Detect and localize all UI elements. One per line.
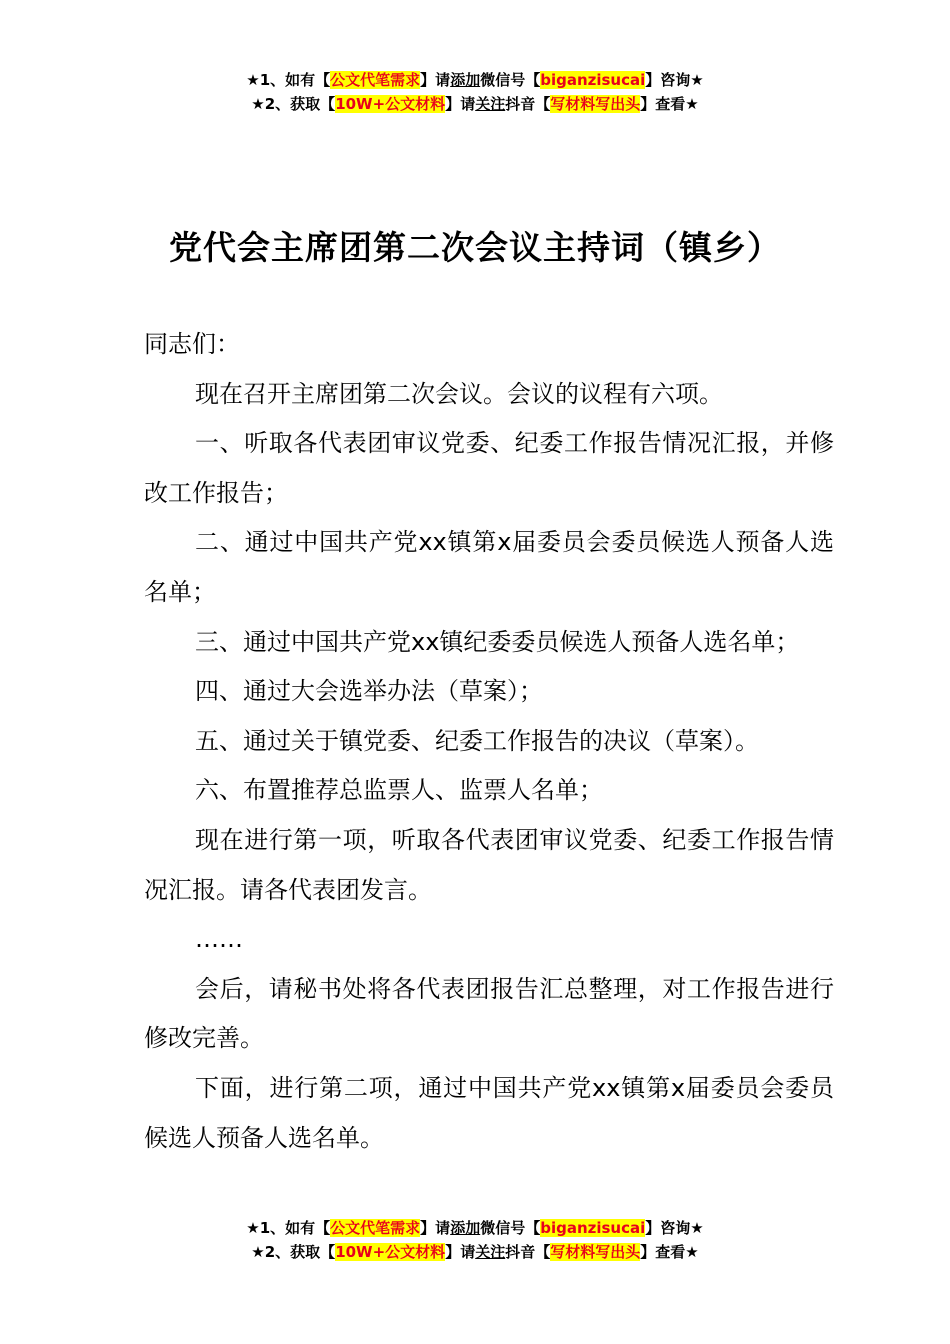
douyin-account: 写材料写出头 [550, 1243, 641, 1261]
paragraph: 现在召开主席团第二次会议。会议的议程有六项。 [195, 379, 723, 408]
highlight-text: 10W+公文材料 [335, 95, 446, 113]
document-title: 党代会主席团第二次会议主持词（镇乡） [169, 228, 781, 267]
paragraph: 现在进行第一项，听取各代表团审议党委、纪委工作报告情况汇报。请各代表团发言。 [144, 825, 834, 904]
paragraph: 六、布置推荐总监票人、监票人名单； [195, 776, 603, 805]
wechat-id: biganzisucai [540, 71, 646, 89]
paragraph: 三、通过中国共产党xx镇纪委委员候选人预备人选名单； [195, 627, 800, 656]
paragraph: 下面，进行第二项，通过中国共产党xx镇第x届委员会委员候选人预备人选名单。 [144, 1073, 834, 1152]
highlight-text: 公文代笔需求 [330, 71, 421, 89]
wechat-id: biganzisucai [540, 1219, 646, 1237]
paragraph: 五、通过关于镇党委、纪委工作报告的决议（草案）。 [195, 726, 759, 755]
highlight-text: 公文代笔需求 [330, 1219, 421, 1237]
paragraph: 四、通过大会选举办法（草案）； [195, 677, 543, 706]
paragraph: 会后，请秘书处将各代表团报告汇总整理，对工作报告进行修改完善。 [144, 974, 834, 1053]
document-body [144, 320, 834, 1163]
ellipsis: …… [195, 925, 243, 954]
greeting: 同志们： [144, 330, 240, 358]
header-banner [0, 68, 950, 116]
banner-line-2: ★2、获取【10W+公文材料】请关注抖音【写材料写出头】查看★ [251, 95, 699, 113]
paragraph: 二、通过中国共产党xx镇第x届委员会委员候选人预备人选名单； [144, 528, 834, 606]
douyin-account: 写材料写出头 [550, 95, 641, 113]
paragraph: 一、听取各代表团审议党委、纪委工作报告情况汇报，并修改工作报告； [144, 429, 834, 507]
footer-banner [0, 1216, 950, 1264]
banner-line-1: ★1、如有【公文代笔需求】请添加微信号【biganzisucai】咨询★ [246, 1219, 704, 1237]
banner-line-1: ★1、如有【公文代笔需求】请添加微信号【biganzisucai】咨询★ [246, 71, 704, 89]
banner-line-2: ★2、获取【10W+公文材料】请关注抖音【写材料写出头】查看★ [251, 1243, 699, 1261]
highlight-text: 10W+公文材料 [335, 1243, 446, 1261]
